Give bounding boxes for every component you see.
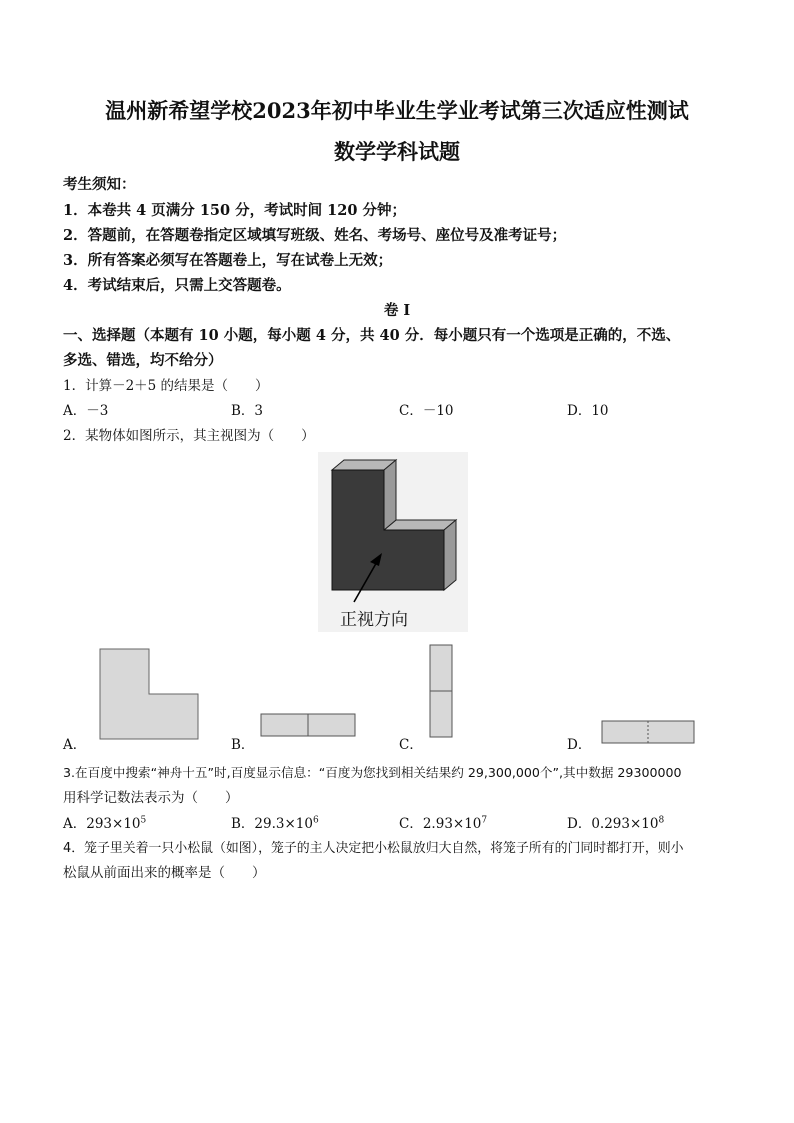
q1-option-c: C．－10 (399, 403, 454, 419)
section-instruction: 一、选择题（本题有 10 小题，每小题 4 分，共 40 分．每小题只有一个选项是正确的，不选、 (63, 327, 681, 344)
notice-item: 1．本卷共 4 页满分 150 分，考试时间 120 分钟； (63, 202, 406, 219)
option-a-figure (99, 648, 199, 740)
q2-option-c: C． (399, 737, 423, 753)
q1-stem: 1．计算－2＋5 的结果是（ ） (63, 378, 269, 394)
q1-option-d: D．10 (567, 403, 609, 419)
exam-subtitle: 数学学科试题 (334, 139, 460, 164)
option-c-figure (429, 644, 453, 738)
q4-stem-cont: 松鼠从前面出来的概率是（ ） (63, 865, 266, 881)
block-side-face-lower (444, 520, 456, 590)
section-instruction-cont: 多选、错选，均不给分） (63, 352, 223, 369)
q4-stem: 4．笼子里关着一只小松鼠（如图），笼子的主人决定把小松鼠放归大自然，将笼子所有的门同时都打开，则小 (63, 841, 684, 856)
q2-stem: 2．某物体如图所示，其主视图为（ ） (63, 428, 315, 444)
notice-item: 3．所有答案必须写在答题卷上，写在试卷上无效； (63, 252, 393, 269)
q2-option-b: B． (231, 737, 255, 753)
notice-item: 4．考试结束后，只需上交答题卷。 (63, 277, 291, 294)
q1-option-b: B．3 (231, 403, 264, 419)
q2-option-d: D． (567, 737, 592, 753)
option-b-figure (260, 713, 356, 737)
figure-caption: 正视方向 (340, 610, 408, 630)
q3-option-a: A．$293\times 10^5$ (63, 815, 147, 832)
option-d-figure (601, 720, 695, 744)
q3-option-d: D．$0.293\times 10^8$ (567, 815, 665, 832)
section-label: 卷 I (383, 302, 411, 319)
q3-stem-cont: 用科学记数法表示为（ ） (63, 790, 239, 806)
exam-title: 温州新希望学校2023年初中毕业生学业考试第三次适应性测试 (105, 98, 689, 123)
q2-option-a: A． (63, 737, 87, 753)
q3-option-b: B．$29.3\times 10^6$ (231, 815, 319, 832)
block-side-face-upper (384, 460, 396, 530)
q3-option-c: C．$2.93\times 10^7$ (399, 815, 488, 832)
q3-stem: 3.在百度中搜索“神舟十五”时,百度显示信息：“百度为您找到相关结果约 29,300,000个”,其中数据 29300000 (63, 765, 682, 780)
q1-option-a: A．－3 (63, 403, 109, 419)
notice-item: 2．答题前，在答题卷指定区域填写班级、姓名、考场号、座位号及准考证号； (63, 227, 567, 244)
notice-heading: 考生须知： (63, 176, 136, 193)
